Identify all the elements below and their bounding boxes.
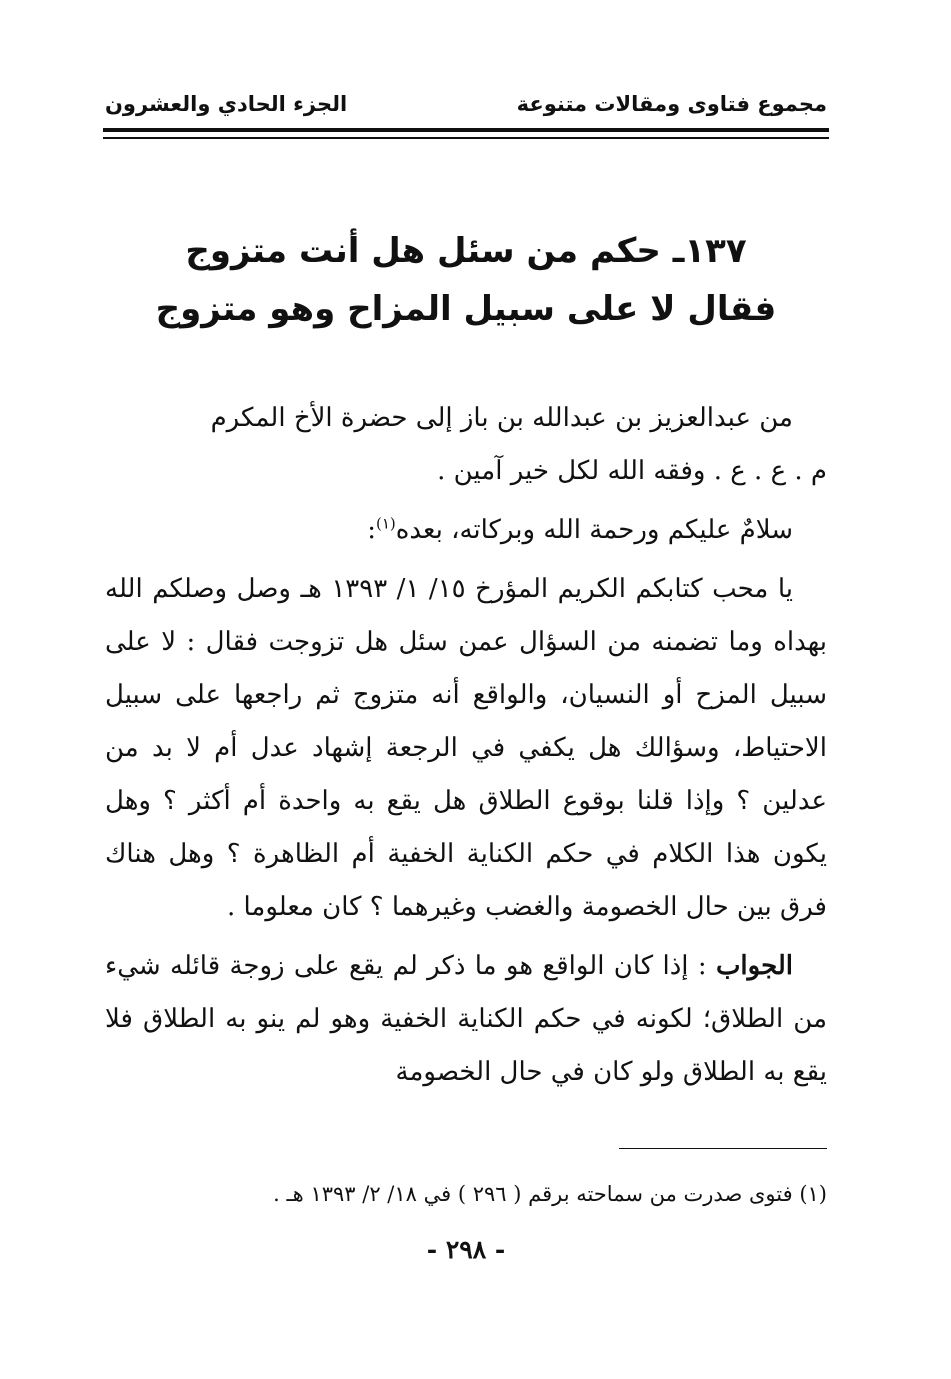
footnote [105, 1178, 827, 1210]
letter-from-line-2: م . ع . ع . وفقه الله لكل خير آمين . [437, 456, 827, 486]
letter-from [105, 392, 827, 498]
question-paragraph: يا محب كتابكم الكريم المؤرخ ١٥/ ١/ ١٣٩٣ هـ وصل وصلكم الله بهداه وما تضمنه من السؤال عمن سئل هل تزوجت فقال : لا على سبيل المزح أو النسيان، والواقع أنه متزوج ثم راجعها على سبيل الاحتياط، وسؤالك هل يكفي في الرجعة إشهاد عدل أم لا بد من عدلين ؟ وإذا قلنا بوقوع الطلاق هل يقع به واحدة أم أكثر ؟ وهل يكون هذا الكلام في حكم الكناية الخفية أم الظاهرة ؟ وهل هناك فرق بين حال الخصومة والغضب وغيرهما ؟ كان معلوما . [105, 574, 827, 922]
title-line-2: فقال لا على سبيل المزاح وهو متزوج [155, 289, 777, 329]
title-line-1: ١٣٧ـ حكم من سئل هل أنت متزوج [185, 231, 747, 271]
page-number: - ٢٩٨ - [426, 1235, 506, 1264]
letter-greeting [105, 504, 827, 557]
greeting-text: سلامٌ عليكم ورحمة الله وبركاته، بعده [395, 515, 793, 545]
answer-label: الجواب [715, 951, 793, 981]
footnote-rule [619, 1148, 827, 1149]
footnote-ref: (١) [375, 514, 396, 533]
article-body [105, 392, 827, 1099]
footnote-marker: (١) [799, 1182, 827, 1206]
answer-text: : إذا كان الواقع هو ما ذكر لم يقع على زوجة قائله شيء من الطلاق؛ لكونه في حكم الكناية الخفية وهو لم ينو به الطلاق فلا يقع به الطلاق ولو كان في حال الخصومة [105, 951, 827, 1087]
letter-from-line-1: من عبدالعزيز بن عبدالله بن باز إلى حضرة الأخ المكرم [210, 403, 793, 433]
running-header [105, 92, 827, 122]
header-rule-thick [103, 128, 829, 132]
article-title [105, 222, 827, 338]
book-title: مجموع فتاوى ومقالات متنوعة [516, 92, 827, 116]
greeting-end: : [367, 515, 376, 545]
header-rule-thin [103, 137, 829, 139]
footnote-text: فتوى صدرت من سماحته برقم ( ٢٩٦ ) في ١٨/ ٢/ ١٣٩٣ هـ . [273, 1182, 793, 1206]
answer-paragraph [105, 940, 827, 1099]
volume-title: الجزء الحادي والعشرون [105, 92, 348, 116]
